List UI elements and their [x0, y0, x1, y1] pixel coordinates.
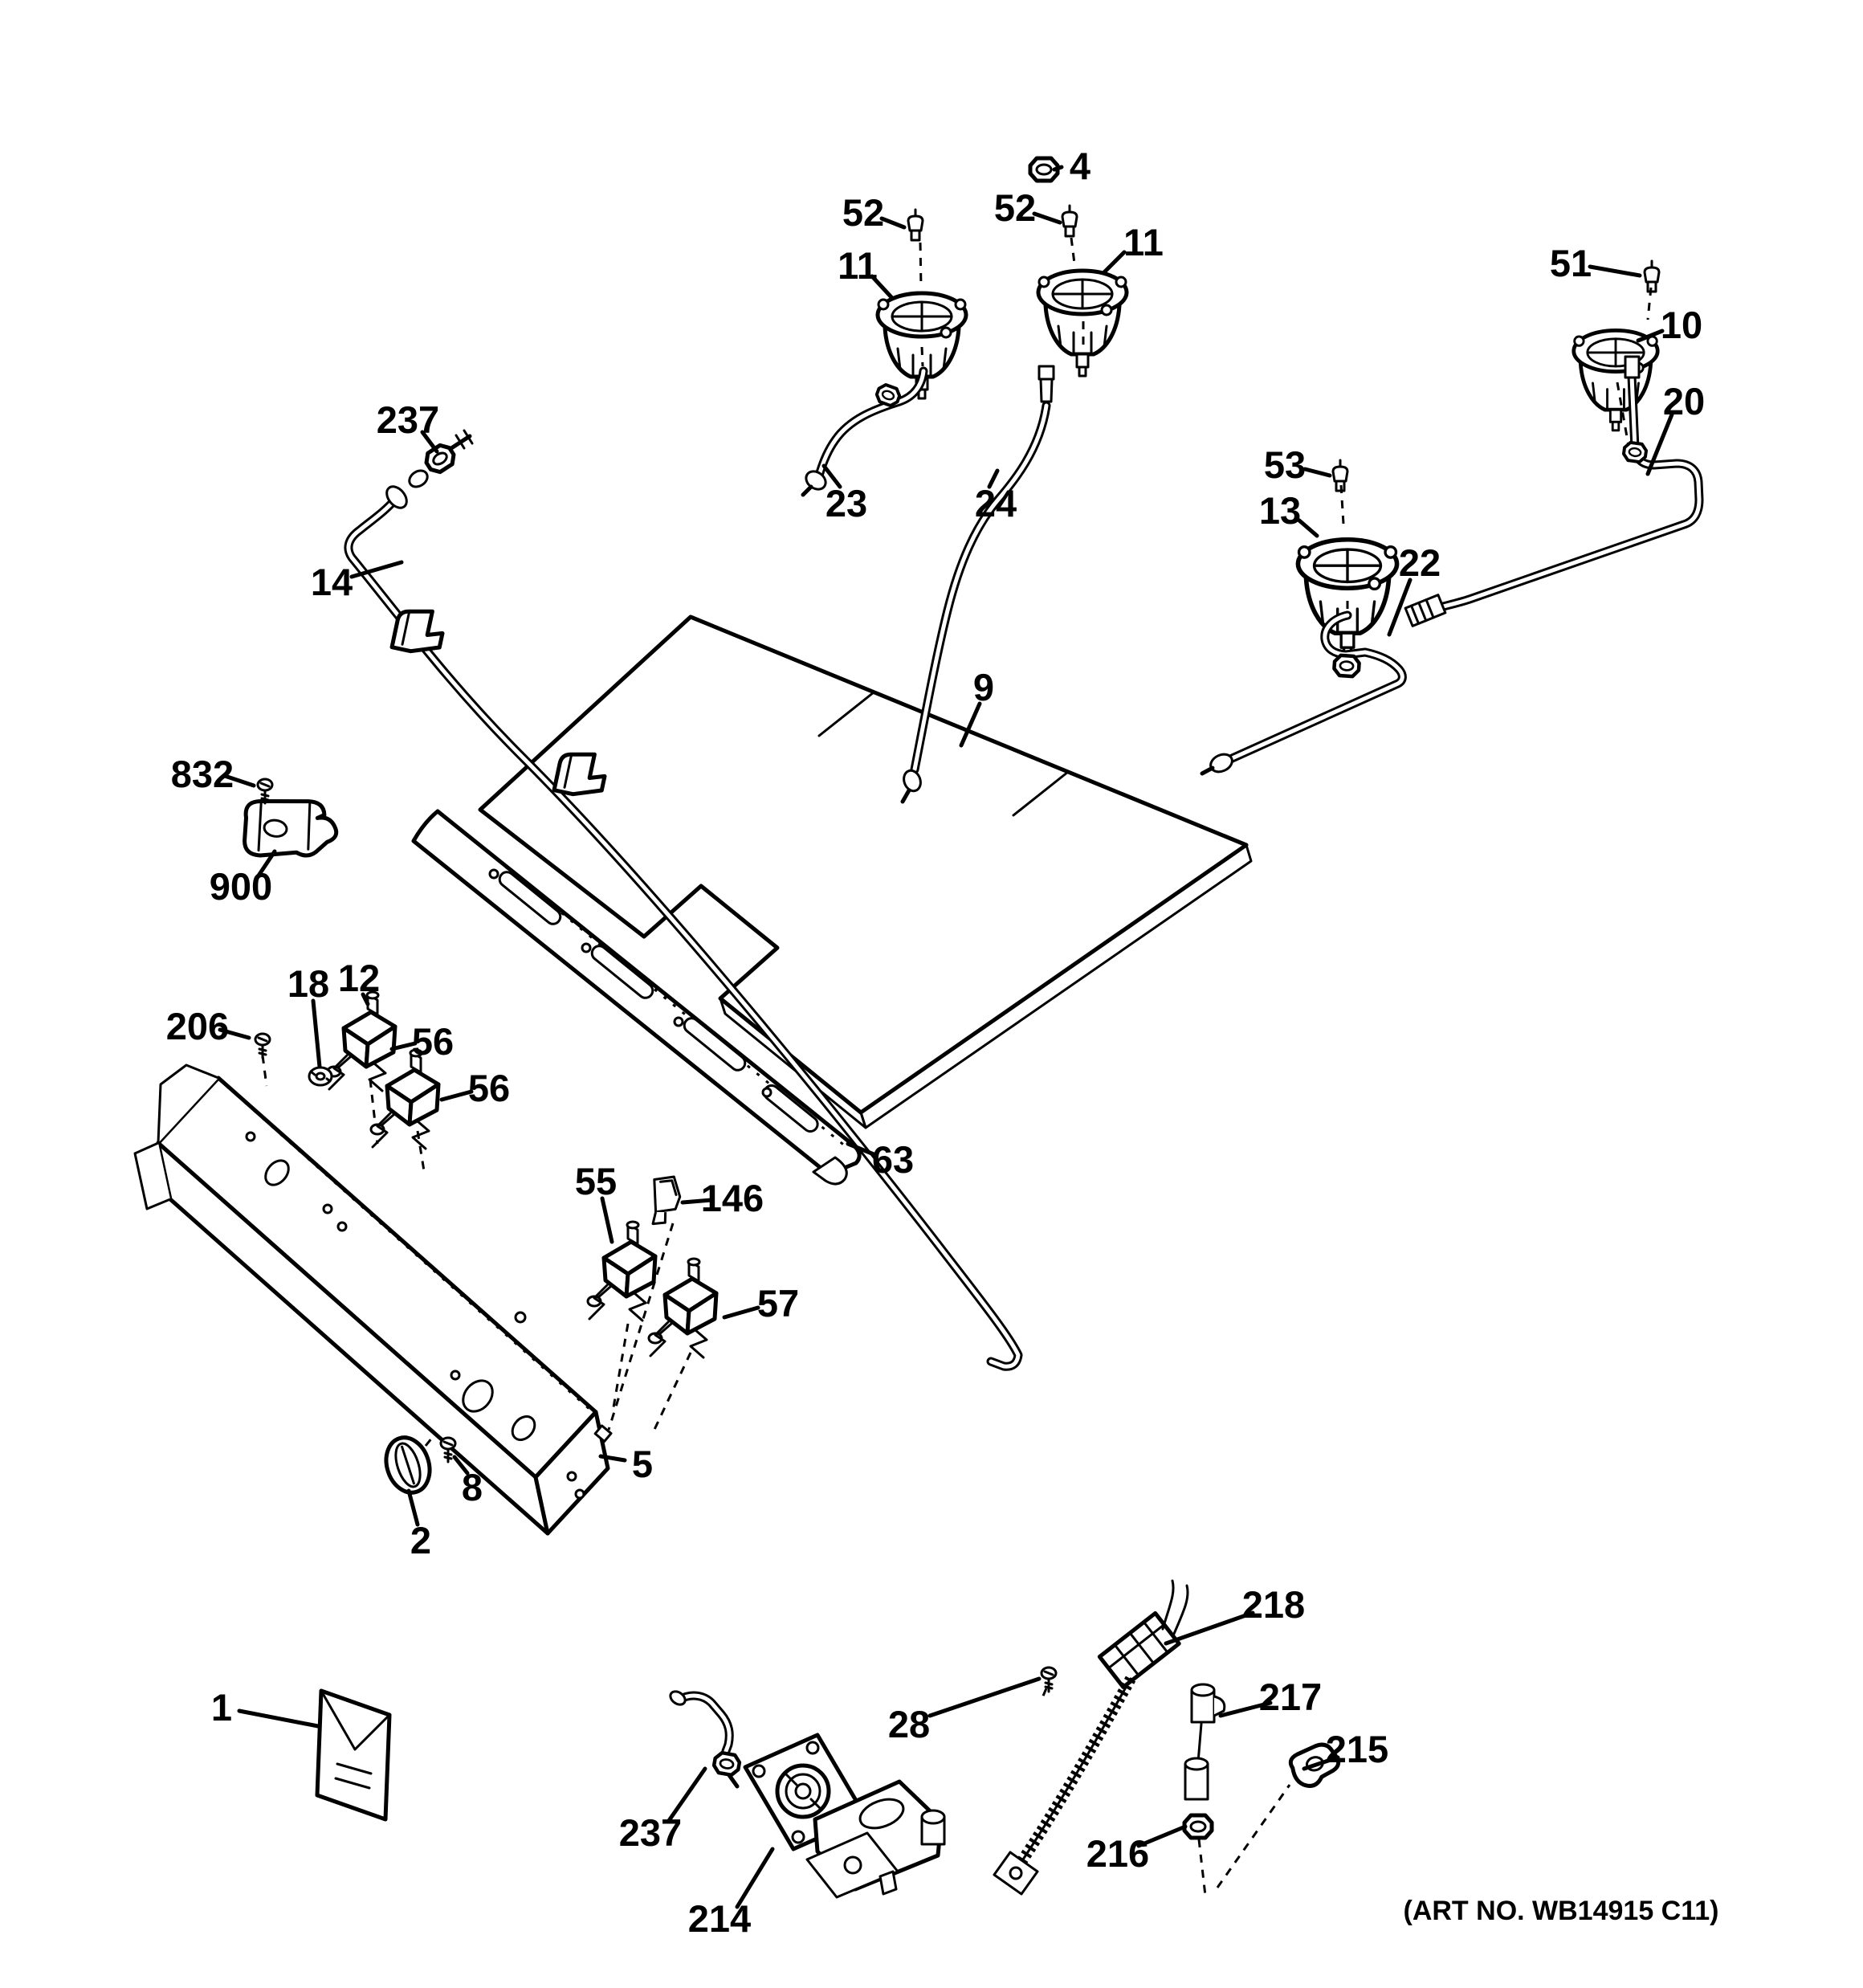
harness-wire [1163, 1581, 1173, 1629]
part-label-52: 52 [842, 191, 885, 234]
part-label-214: 214 [687, 1897, 752, 1940]
part-label-832: 832 [170, 753, 234, 795]
washer-18 [309, 1067, 332, 1085]
part-label-13: 13 [1258, 489, 1302, 532]
tube-clamp-bracket [392, 605, 446, 657]
leader-line-218 [1166, 1613, 1253, 1643]
part-label-53: 53 [1263, 443, 1307, 486]
part-label-11: 11 [838, 244, 878, 287]
part-label-63: 63 [871, 1138, 915, 1181]
part-label-55: 55 [574, 1160, 618, 1202]
leader-line-18 [313, 1001, 320, 1067]
part-label-206: 206 [165, 1005, 230, 1047]
part-label-5: 5 [631, 1443, 654, 1485]
switch-56b [371, 1050, 438, 1149]
leader-line-57 [724, 1308, 758, 1317]
leader-line-52 [882, 218, 904, 227]
switch-12 [328, 992, 395, 1091]
part-label-2: 2 [410, 1519, 432, 1561]
switch-57 [649, 1259, 716, 1357]
clip-146 [650, 1175, 682, 1227]
part-label-9: 9 [972, 666, 995, 708]
spark-electrode-52-right [1062, 206, 1077, 236]
surface-burner-10 [1574, 330, 1658, 430]
main-top-panel-9 [480, 617, 1251, 1128]
part-label-56: 56 [411, 1020, 455, 1063]
manifold-panel-5 [135, 1065, 611, 1533]
part-label-23: 23 [825, 482, 868, 525]
leader-line-11 [1103, 252, 1124, 273]
part-label-18: 18 [287, 962, 330, 1005]
igniter-wire-217 [1185, 1684, 1225, 1799]
part-label-215: 215 [1325, 1728, 1389, 1770]
part-label-12: 12 [337, 957, 381, 999]
part-label-20: 20 [1662, 380, 1706, 423]
part-label-8: 8 [461, 1466, 483, 1508]
part-label-1: 1 [210, 1686, 233, 1729]
harness-wire [1174, 1586, 1188, 1634]
screw-206 [255, 1034, 270, 1058]
leader-line-56 [442, 1092, 471, 1100]
part-label-217: 217 [1258, 1676, 1323, 1718]
part-label-22: 22 [1398, 541, 1441, 584]
part-label-900: 900 [209, 865, 273, 908]
burner-tube-20 [1405, 357, 1699, 626]
leader-line-13 [1299, 520, 1317, 536]
leader-line-1 [239, 1711, 318, 1726]
nut-216 [1184, 1815, 1212, 1838]
part-label-51: 51 [1549, 242, 1592, 284]
harness-connector-218 [1099, 1613, 1179, 1687]
part-label-52: 52 [993, 186, 1037, 229]
surface-burner-13 [1298, 540, 1396, 658]
part-label-14: 14 [310, 561, 353, 603]
part-label-28: 28 [887, 1703, 931, 1745]
part-label-10: 10 [1660, 304, 1703, 346]
spark-electrode-52-left [908, 210, 923, 240]
part-label-237: 237 [376, 398, 440, 441]
alignment-dashes-igniter [1042, 1688, 1290, 1896]
screw-28 [1042, 1668, 1056, 1692]
bracket-900 [240, 793, 340, 866]
part-label-216: 216 [1086, 1832, 1150, 1875]
part-label-218: 218 [1241, 1583, 1306, 1626]
leader-line-28 [930, 1679, 1039, 1716]
part-label-4: 4 [1069, 145, 1091, 187]
spark-electrode-51 [1645, 261, 1659, 292]
burner-tube-23 [803, 371, 923, 495]
leader-line-53 [1305, 469, 1330, 476]
part-label-56: 56 [467, 1067, 511, 1109]
part-label-24: 24 [974, 482, 1017, 525]
art-number: (ART NO. WB14915 C11) [1403, 1896, 1719, 1926]
leader-line-51 [1590, 267, 1640, 276]
leader-line-4 [1054, 167, 1062, 169]
leader-line-52 [1034, 214, 1060, 222]
pressure-regulator-214 [745, 1735, 944, 1897]
part-label-57: 57 [756, 1282, 800, 1325]
part-label-11: 11 [1123, 221, 1164, 263]
part-label-237: 237 [618, 1811, 683, 1854]
burner-tube-22 [1202, 615, 1402, 775]
leader-line-55 [602, 1198, 612, 1242]
literature-pack-1 [317, 1691, 389, 1819]
part-label-146: 146 [700, 1177, 764, 1219]
switch-55 [588, 1222, 655, 1321]
